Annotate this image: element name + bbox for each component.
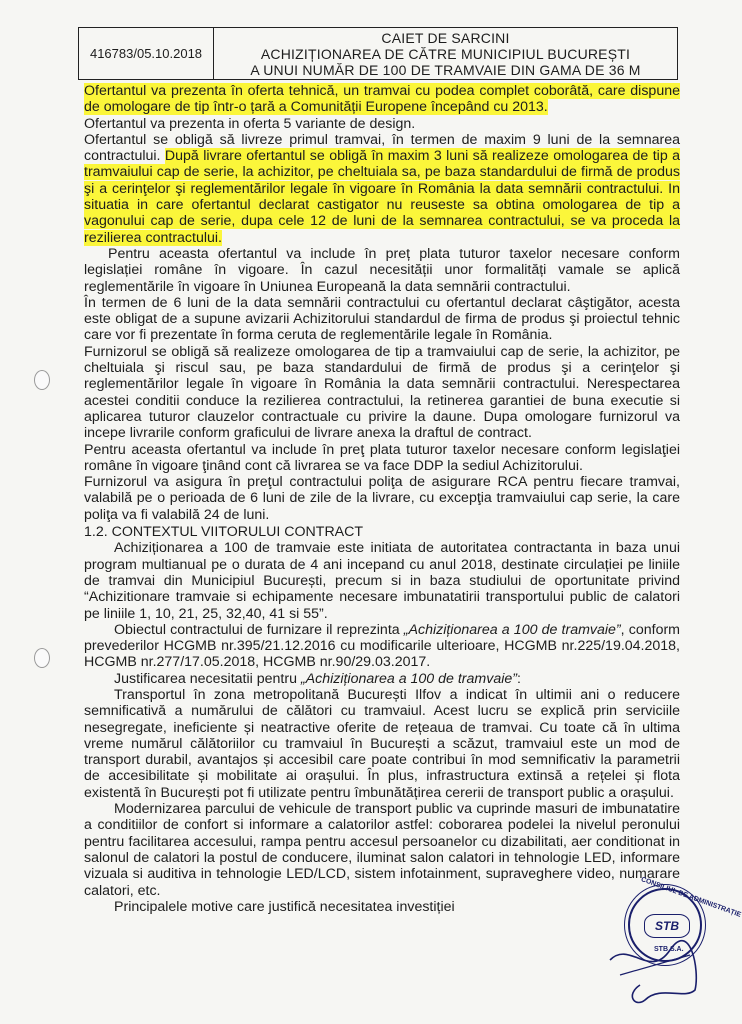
paragraph-11-italic: „Achiziționarea a 100 de tramvaie” [300,670,517,687]
stamp-ring-text: CONSILIUL DE ADMINISTRAȚIE [639,876,742,919]
paragraph-5: În termen de 6 luni de la data semnării contractului cu ofertantul declarat câştigător, acesta este obligat de a supune avizarii Achizitorului standardul de firma de produs şi proiectul tehnic care vor fi prezentate în forma ceruta de reglementările legale în România. [84,294,680,344]
paragraph-3 [84,132,680,246]
paragraph-7: Pentru aceasta ofertantul va include în preţ plata tuturor taxelor necesare conform legislaţiei române în vigoare ţinând cont că livrarea se va face DDP la sediul Achizitorului. [84,441,680,474]
title-line-2: ACHIZIȚIONAREA DE CĂTRE MUNICIPIUL BUCUREȘTI [260,46,631,62]
stamp-logo: STB [644,914,690,938]
document-body [84,83,680,915]
paragraph-11 [84,671,680,687]
title-line-3: A UNUI NUMĂR DE 100 DE TRAMVAIE DIN GAMA DE 36 M [250,62,641,78]
stamp-sub-text: STB S.A. [654,946,684,953]
paragraph-3-text: Ofertantul se obligă să livreze primul tramvai, în termen de maxim 9 luni de la semnarea contractului. [84,131,680,165]
paragraph-10-rest: , conform prevederilor HCGMB nr.395/21.12.2016 cu modificarile ulterioare, HCGMB nr.225/19.04.2018, HCGMB nr.277/17.05.2018, HCGMB nr.90/29.03.2017. [84,621,681,671]
highlighted-text: Ofertantul va prezenta în oferta tehnică, un tramvai cu podea complet coborâtă, care dispune de omologare de tip într-o țară a Comunității Europene începând cu 2013. [84,83,680,116]
document-id: 416783/05.10.2018 [79,28,214,79]
punch-hole-icon [34,648,50,668]
paragraph-10-italic: „Achiziționarea a 100 de tramvaie” [403,621,621,638]
header-table [78,27,678,80]
paragraph-10-text: Obiectul contractului de furnizare il reprezinta [114,621,404,638]
punch-hole-icon [34,370,50,390]
highlighted-text: După livrare ofertantul se obligă în maxim 3 luni să realizeze omologarea de tip a tramvaiului cap de serie, la achizitor, pe cheltuiala sa, pe baza standardului de firmă de produs şi a cerinţelor şi reglementărilor legale în vigoare în România la data semnării contractului. In situatia in care ofertantul declarat castigator nu reuseste sa obtina omologarea de tip a vagonului cap de serie, dupa cele 12 de luni de la semnarea contractului, se va proceda la rezilierea contractului. [84,148,680,246]
paragraph-11-rest: : [516,670,521,687]
paragraph-6: Furnizorul se obligă să realizeze omologarea de tip a tramvaiului cap de serie, la achizitor, pe cheltuiala şi riscul sau, pe baza standardului de firmă de produs şi a cerinţelor şi reglementărilor legale în vigoare în România la data semnării contractului. Nerespectarea acestei conditii conduce la rezilierea contractului, la retinerea garantiei de buna executie si aplicarea tuturor clauzelor contractuale cu privire la daune. Dupa omologare furnizorul va incepe livrarile conform graficului de livrare anexa la draftul de contract. [84,343,680,442]
paragraph-4: Pentru aceasta ofertantul va include în preț plata tuturor taxelor necesare conform legislației române în vigoare. În cazul necesității unor formalități vamale se aplică reglementările în vigoare în Uniunea Europeană la data semnării contractului. [84,245,680,295]
title-line-1: CAIET DE SARCINI [381,30,510,46]
document-title [214,28,677,79]
paragraph-11-text: Justificarea necesitatii pentru [114,670,301,687]
paragraph-13: Modernizarea parcului de vehicule de transport public va cuprinde masuri de imbunatatire a conditiilor de confort si informare a calatorilor astfel: coborarea podelei la nivelul peronului pentru facilitarea accesului, rampa pentru accesul persoanelor cu dizabilitati, aer conditionat in salonul de calatori la postul de conducere, iluminat salon calatori in tehnologie LED, informare vizuala si auditiva in tehnologie LED/LCD, sistem infotainment, supraveghere video, numarare calatori, etc. [84,801,680,899]
paragraph-1 [84,83,680,116]
paragraph-9: Achiziționarea a 100 de tramvaie este initiata de autoritatea contractanta in baza unui program multianual pe o durata de 4 ani incepand cu anul 2018, destinate circulației pe liniile de tramvai din Municipiul București, precum si in baza studiului de oportunitate privind “Achizitionare tramvaie si echipamente necesare imbunatatirii transportului public de calatori pe liniile 1, 10, 21, 25, 32,40, 41 si 55”. [84,540,680,622]
paragraph-2: Ofertantul va prezenta in oferta 5 variante de design. [84,115,416,132]
paragraph-10 [84,622,680,671]
section-heading: 1.2. CONTEXTUL VIITORULUI CONTRACT [84,524,364,541]
signature-icon [600,930,710,1020]
paragraph-8: Furnizorul va asigura în preţul contractului poliţa de asigurare RCA pentru fiecare tramvai, valabilă pe o perioada de 6 luni de zile de la livrare, cu excepţia tramvaiului cap serie, la care poliţa va fi valabilă 24 de luni. [84,474,680,523]
paragraph-12: Transportul în zona metropolitană București Ilfov a indicat în ultimii ani o reducere semnificativă a numărului de călători cu tramvaiul. Acest lucru se explică prin serviciile nesegregate, ineficiente și neatractive oferite de rețeaua de tramvai. Cu toate că în ultima vreme numărul călătoriilor cu tramvaiul în București a scăzut, tramvaiul este un mod de transport durabil, avantajos și accesibil care poate contribui în mod semnificativ la parametrii de accesibilitate și mobilitate ai orașului. În plus, infrastructura extinsă a rețelei și flota existentă în București pot fi utilizate pentru îmbunătățirea cererii de transport public a orașului. [84,686,680,801]
paragraph-14: Principalele motive care justifică necesitatea investiției [114,898,455,915]
